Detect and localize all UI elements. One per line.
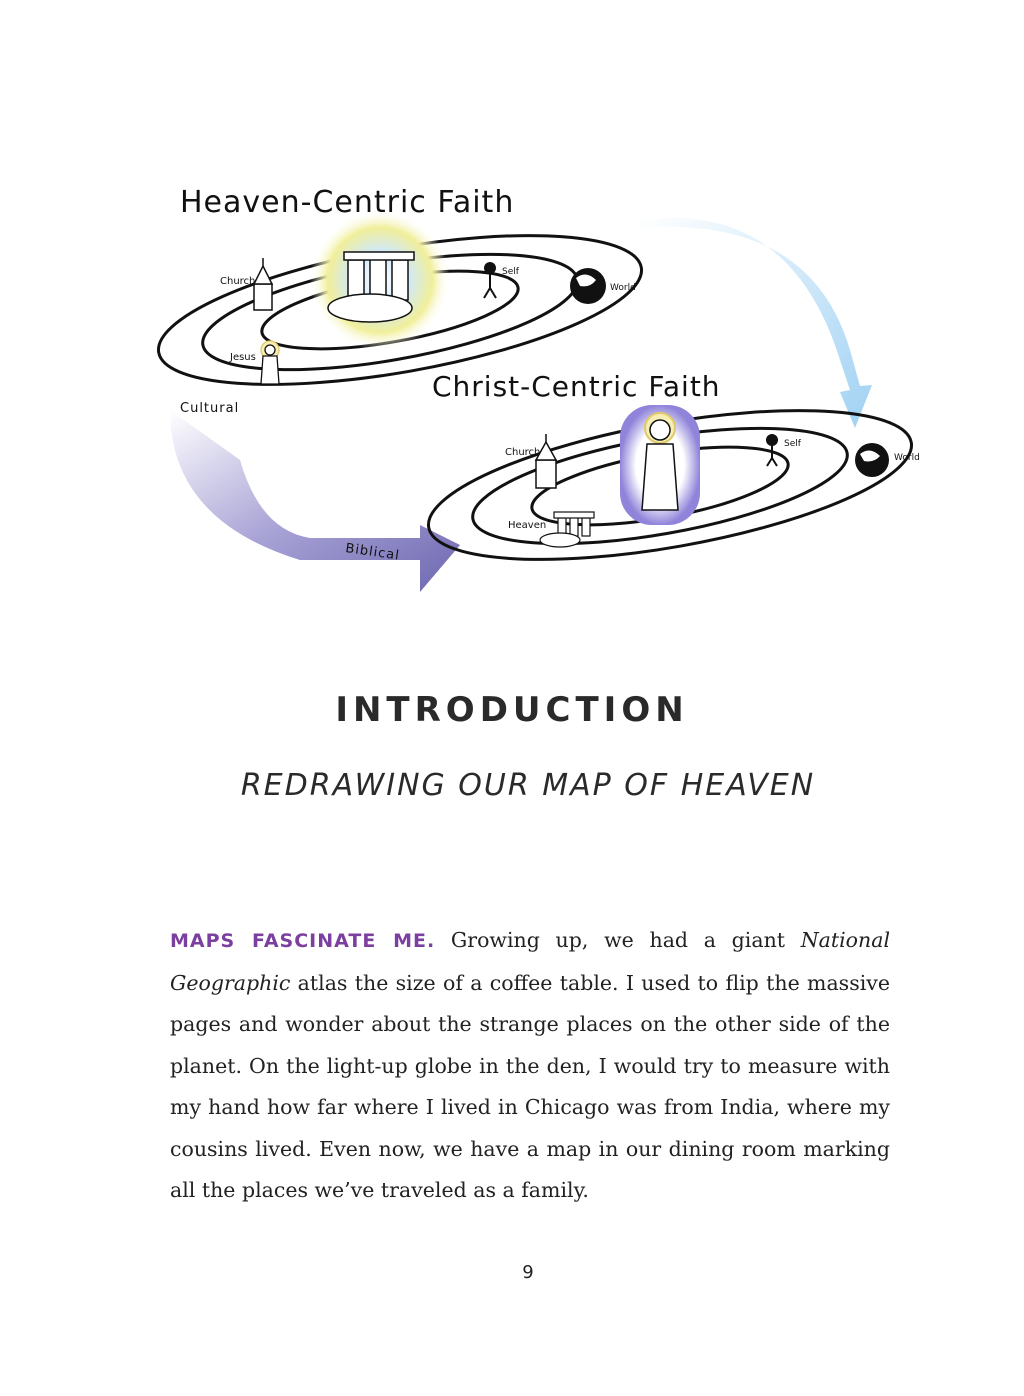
faith-diagram (150, 160, 950, 600)
church-icon (254, 258, 272, 310)
top-diagram-title: Heaven-Centric Faith (180, 185, 515, 220)
bottom-self-label: Self (784, 439, 801, 449)
bottom-diagram-title: Christ-Centric Faith (432, 370, 721, 403)
page-number: 9 (522, 1262, 534, 1283)
chapter-title: INTRODUCTION (335, 690, 689, 730)
body-paragraph (170, 920, 890, 1212)
top-world-label: World (610, 283, 636, 293)
bottom-church-label: Church (505, 447, 541, 458)
top-jesus-label: Jesus (230, 352, 256, 363)
church-icon (536, 434, 556, 488)
body-text-2: atlas the size of a coffee table. I used to flip the massive pages and wonder about the strange places on the other side of the planet. On the light-up globe in the den, I would try to measure with my hand how far where I lived in Chicago was from India, where my cousins lived. Even now, we have a map in our dining room marking all the places we’ve traveled as a family. (170, 970, 890, 1202)
top-church-label: Church (220, 276, 256, 287)
cultural-label: Cultural (180, 401, 240, 416)
christ-icon (620, 405, 700, 525)
book-title: National Geographic (170, 928, 890, 995)
body-text-1: Growing up, we had a giant (435, 928, 801, 952)
top-self-label: Self (502, 267, 519, 277)
world-icon (855, 443, 889, 477)
world-icon (570, 268, 606, 304)
cultural-arrow (170, 410, 460, 592)
heaven-temple-icon (310, 210, 450, 350)
biblical-label: Biblical (344, 541, 401, 564)
bottom-world-label: World (894, 453, 920, 463)
jesus-icon (261, 341, 279, 384)
bottom-heaven-label: Heaven (508, 520, 547, 531)
lead-in: MAPS FASCINATE ME. (170, 930, 436, 952)
self-icon (484, 263, 496, 298)
chapter-subtitle: REDRAWING OUR MAP OF HEAVEN (240, 768, 816, 803)
